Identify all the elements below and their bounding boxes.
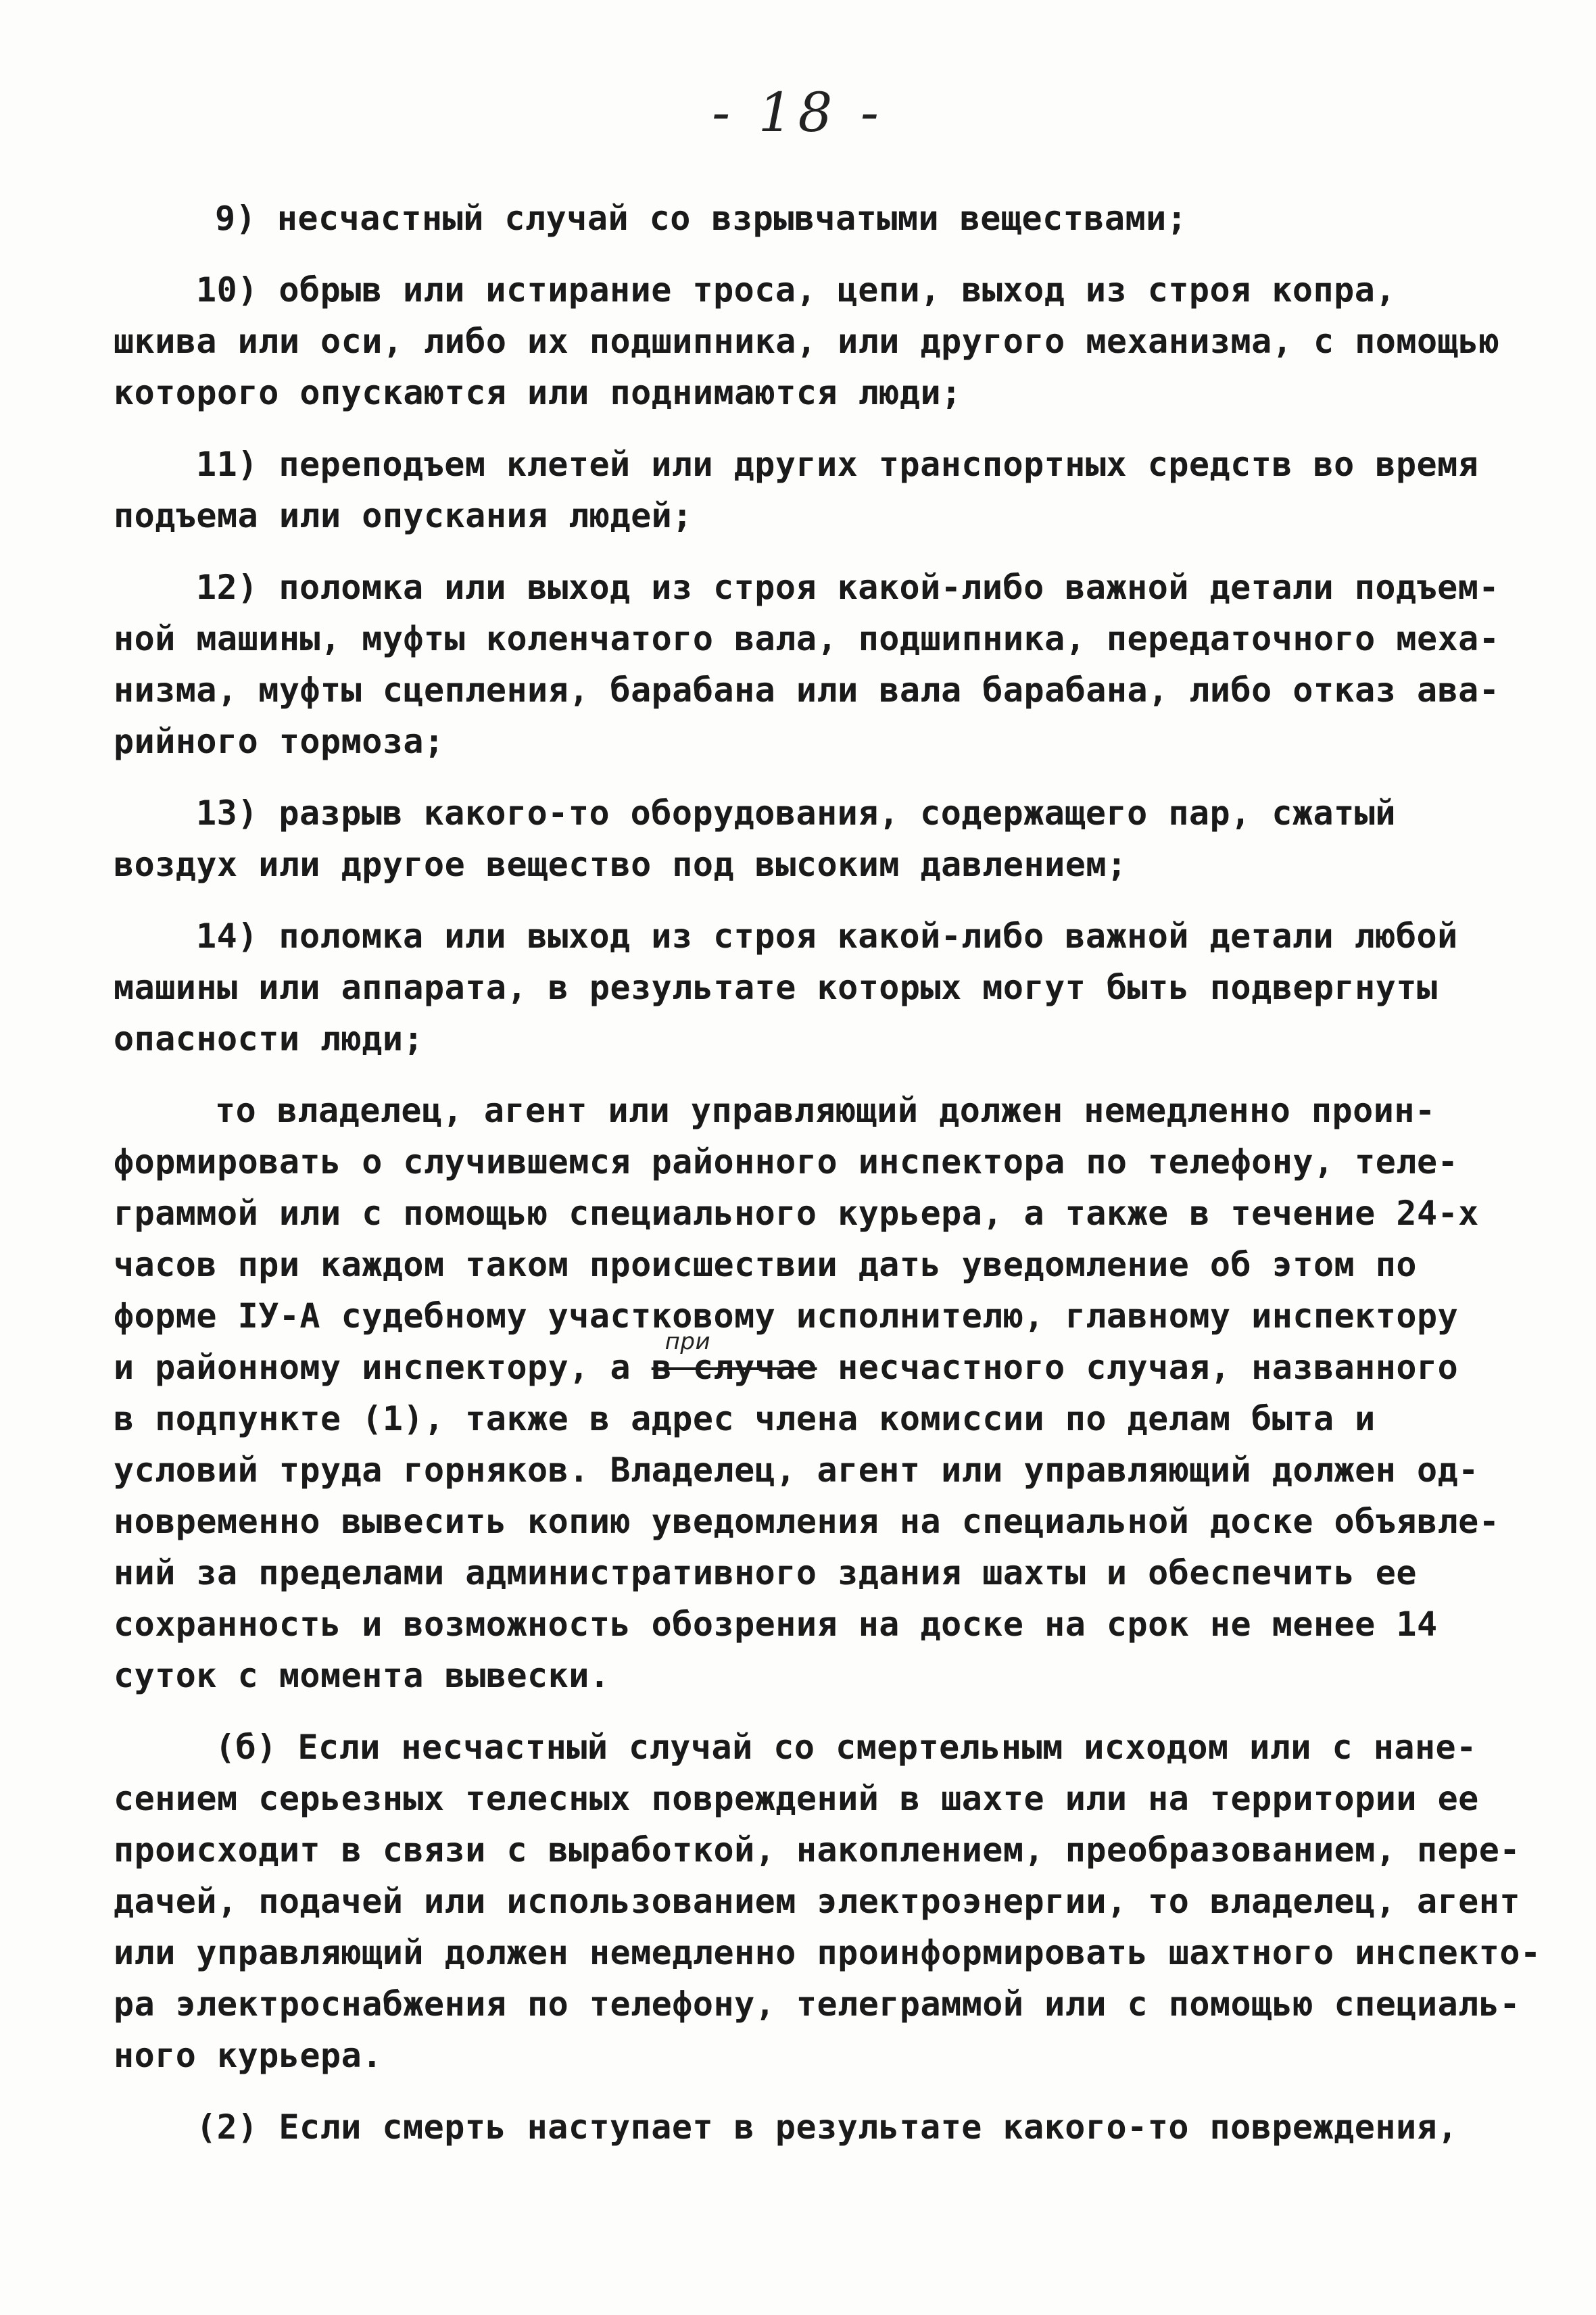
item-10-line-2: шкива или оси, либо их подшипника, или другого механизма, с помощью <box>114 322 1500 361</box>
numbered-items <box>114 193 1541 2153</box>
main-paragraph-line-8: условий труда горняков. Владелец, агент или управляющий должен од- <box>114 1451 1479 1490</box>
handwritten-insertion: при <box>664 1328 711 1355</box>
paragraph-b-line-5: или управляющий должен немедленно проинформировать шахтного инспекто- <box>114 1933 1541 1972</box>
paragraph-2-line-1: (2) Если смерть наступает в результате какого-то повреждения, <box>196 2107 1458 2147</box>
item-9-line-1: 9) несчастный случай со взрывчатыми веществами; <box>215 199 1188 238</box>
main-paragraph-correction-line <box>114 1328 1533 1393</box>
main-paragraph-line-2: формировать о случившемся районного инспектора по телефону, теле- <box>114 1142 1459 1181</box>
paragraph-b-line-7: ного курьера. <box>114 2036 383 2075</box>
struck-text: в случае <box>651 1348 817 1387</box>
item-14-line-1: 14) поломка или выход из строя какой-либо важной детали любой <box>196 917 1458 956</box>
page-number: - 18 - <box>712 81 884 144</box>
handwritten-correction <box>651 1328 817 1393</box>
main-paragraph-line-10: ний за пределами административного здания шахты и обеспечить ее <box>114 1553 1417 1592</box>
paragraph-b-line-4: дачей, подачей или использованием электроэнергии, то владелец, агент <box>114 1882 1520 1921</box>
main-paragraph-line-3: граммой или с помощью специального курьера, а также в течение 24-х <box>114 1194 1479 1233</box>
paragraph-b-line-3: происходит в связи с выработкой, накоплением, преобразованием, пере- <box>114 1830 1520 1870</box>
item-12-line-4: рийного тормоза; <box>114 722 445 761</box>
item-10-line-3: которого опускаются или поднимаются люди; <box>114 373 962 412</box>
item-12-line-3: низма, муфты сцепления, барабана или вала барабана, либо отказ ава- <box>114 671 1500 710</box>
item-10-line-1: 10) обрыв или истирание троса, цепи, выход из строя копра, <box>196 270 1396 310</box>
item-11-line-1: 11) переподъем клетей или других транспортных средств во время <box>196 445 1479 484</box>
main-paragraph-line-11: сохранность и возможность обозрения на доске на срок не менее 14 <box>114 1605 1438 1644</box>
correction-suffix: несчастного случая, названного <box>817 1348 1459 1387</box>
item-14-line-3: опасности люди; <box>114 1019 425 1058</box>
main-paragraph-line-1: то владелец, агент или управляющий должен немедленно проин- <box>215 1091 1436 1130</box>
correction-prefix: и районному инспектору, а <box>114 1348 652 1387</box>
paragraph-b-line-1: (б) Если несчастный случай со смертельным исходом или с нане- <box>215 1728 1477 1767</box>
main-paragraph-line-7: в подпункте (1), также в адрес члена комиссии по делам быта и <box>114 1399 1376 1438</box>
item-14-line-2: машины или аппарата, в результате которых могут быть подвергнуты <box>114 968 1438 1007</box>
main-paragraph-line-12: суток с момента вывески. <box>114 1656 610 1695</box>
paragraph-b-line-6: ра электроснабжения по телефону, телеграммой или с помощью специаль- <box>114 1984 1520 2024</box>
main-paragraph-line-5: форме IУ-А судебному участковому исполнителю, главному инспектору <box>114 1296 1459 1336</box>
item-12-line-2: ной машины, муфты коленчатого вала, подшипника, передаточного меха- <box>114 619 1500 658</box>
main-paragraph-line-9: новременно вывесить копию уведомления на специальной доске объявле- <box>114 1502 1500 1541</box>
item-11-line-2: подъема или опускания людей; <box>114 496 693 535</box>
item-13-line-1: 13) разрыв какого-то оборудования, содержащего пар, сжатый <box>196 794 1396 833</box>
item-12-line-1: 12) поломка или выход из строя какой-либо важной детали подъем- <box>196 568 1499 607</box>
main-paragraph-line-4: часов при каждом таком происшествии дать уведомление об этом по <box>114 1245 1417 1284</box>
paragraph-b-line-2: сением серьезных телесных повреждений в шахте или на территории ее <box>114 1779 1479 1818</box>
item-13-line-2: воздух или другое вещество под высоким давлением; <box>114 845 1128 884</box>
